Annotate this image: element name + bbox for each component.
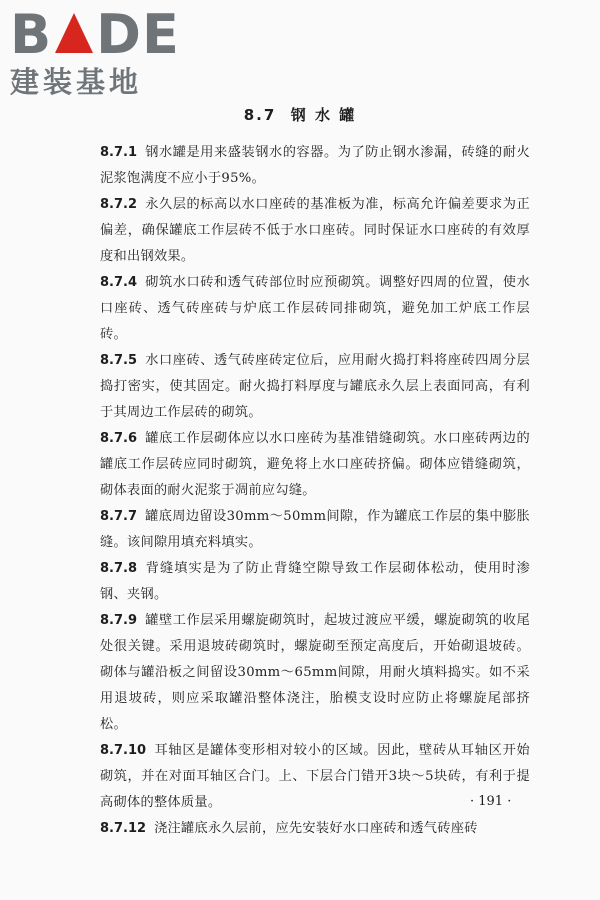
clause-number: 8.7.8 (100, 561, 138, 576)
section-number: 8.7 (243, 106, 277, 124)
clause (100, 504, 530, 556)
clause-text: 水口座砖、透气砖座砖定位后，应用耐火捣打料将座砖四周分层捣打密实，使其固定。耐火捣打料厚度与罐底永久层上表面同高，有利于其周边工作层砖的砌筑。 (100, 353, 530, 420)
clause (100, 192, 530, 270)
page-number: · 191 · (470, 794, 512, 809)
clause-text: 背缝填实是为了防止背缝空隙导致工作层砌体松动，使用时渗钢、夹钢。 (100, 561, 530, 602)
logo-wordmark-right: DE (96, 3, 180, 66)
clause-text: 永久层的标高以水口座砖的基准板为准，标高允许偏差要求为正偏差，确保罐底工作层砖不低于水口座砖。同时保证水口座砖的有效厚度和出钢效果。 (100, 197, 530, 264)
publisher-logo (10, 3, 180, 99)
section-title: 钢 水 罐 (290, 106, 357, 124)
logo-a-triangle-icon (55, 13, 93, 53)
clause (100, 738, 530, 816)
clause-text: 罐底周边留设30mm～50mm间隙，作为罐底工作层的集中膨胀缝。该间隙用填充料填实。 (100, 509, 530, 550)
clause-number: 8.7.10 (100, 743, 147, 758)
clause-number: 8.7.4 (100, 275, 138, 290)
clause-text: 砌筑水口砖和透气砖部位时应预砌筑。调整好四周的位置，使水口座砖、透气砖座砖与炉底工作层砖同排砌筑，避免加工炉底工作层砖。 (100, 275, 530, 342)
logo-wordmark (10, 3, 180, 66)
section-heading (0, 104, 600, 125)
clause (100, 426, 530, 504)
clause-number: 8.7.2 (100, 197, 138, 212)
logo-wordmark-left: B (10, 3, 53, 66)
clause (100, 270, 530, 348)
logo-subtitle: 建装基地 (10, 65, 143, 99)
clause (100, 816, 530, 842)
clause-text: 罐壁工作层采用螺旋砌筑时，起坡过渡应平缓，螺旋砌筑的收尾处很关键。采用退坡砖砌筑时，螺旋砌至预定高度后，开始砌退坡砖。砌体与罐沿板之间留设30mm～65mm间隙，用耐火填料捣实。如不采用退坡砖，则应采取罐沿整体浇注，胎模支设时应防止将螺旋尾部挤松。 (100, 613, 530, 732)
clause-number: 8.7.1 (100, 145, 138, 160)
clause (100, 348, 530, 426)
clause-text: 罐底工作层砌体应以水口座砖为基准错缝砌筑。水口座砖两边的罐底工作层砖应同时砌筑，避免将上水口座砖挤偏。砌体应错缝砌筑，砌体表面的耐火泥浆于凋前应勾缝。 (100, 431, 530, 498)
clause-number: 8.7.12 (100, 821, 147, 836)
clause-text: 钢水罐是用来盛装钢水的容器。为了防止钢水渗漏，砖缝的耐火泥浆饱满度不应小于95%。 (100, 145, 530, 186)
clause-text: 浇注罐底永久层前，应先安装好水口座砖和透气砖座砖 (154, 821, 478, 836)
clause-number: 8.7.7 (100, 509, 138, 524)
clause-text: 耳轴区是罐体变形相对较小的区域。因此，壁砖从耳轴区开始砌筑，并在对面耳轴区合门。上、下层合门错开3块～5块砖，有利于提高砌体的整体质量。 (100, 743, 530, 810)
clause-number: 8.7.9 (100, 613, 138, 628)
clause-number: 8.7.5 (100, 353, 138, 368)
clause (100, 556, 530, 608)
clause (100, 140, 530, 192)
clause-number: 8.7.6 (100, 431, 138, 446)
clause (100, 608, 530, 738)
page-body (100, 140, 530, 842)
